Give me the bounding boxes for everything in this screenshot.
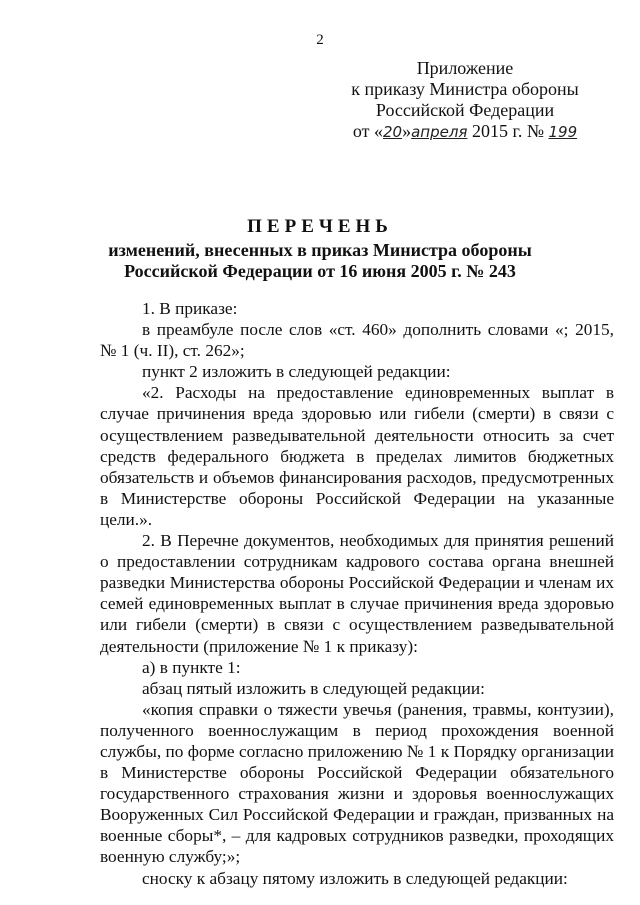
date-mid: » [402, 121, 412, 141]
paragraph: «копия справки о тяжести увечья (ранения, травмы, контузии), полученного военнослужащим в период прохождения военной службы, по форме согласно приложению № 1 к Порядку организации в Министерстве обороны Российской Федерации обязательного государственного страхования жизни и здоровья военнослужащих Вооруженных Сил Российской Федерации и граждан, призванных на военные сборы*, – для кадровых сотрудников разведки, проходящих военную службу;»; [100, 699, 614, 867]
paragraph: «2. Расходы на предоставление единовременных выплат в случае причинения вреда здоровью или гибели (смерти) в связи с осуществлением разведывательной деятельности относить за счет средств федерального бюджета в пределах лимитов бюджетных обязательств и объемов финансирования расходов, предусмотренных в Министерстве обороны Российской Федерации на указанные цели.». [100, 383, 614, 529]
date-year: 2015 г. № [471, 121, 544, 141]
handwritten-day: 20 [383, 123, 403, 141]
page-number: 2 [316, 32, 324, 48]
subtitle-line-2: Российской Федерации от 16 июня 2005 г. № 243 [124, 261, 516, 281]
document-subtitle [0, 240, 640, 282]
appendix-header [330, 58, 600, 143]
paragraph: пункт 2 изложить в следующей редакции: [142, 362, 451, 382]
handwritten-order-number: 199 [548, 123, 578, 141]
paragraph: а) в пункте 1: [142, 657, 241, 677]
date-prefix: от « [352, 121, 383, 141]
document-body [100, 298, 614, 889]
paragraph: 2. В Перечне документов, необходимых для принятия решений о предоставлении сотрудникам кадрового состава органа внешней разведки Министерства обороны Российской Федерации и членам их семей единовременных выплат в случае причинения вреда здоровью или гибели (смерти) в связи с осуществлением разведывательной деятельности (приложение № 1 к приказу): [100, 531, 614, 656]
appendix-date-line [330, 121, 600, 143]
paragraph: сноску к абзацу пятому изложить в следующей редакции: [142, 868, 568, 888]
subtitle-line-1: изменений, внесенных в приказ Министра обороны [108, 240, 532, 260]
appendix-line-1: Приложение [416, 58, 514, 78]
paragraph: абзац пятый изложить в следующей редакции: [142, 678, 485, 698]
handwritten-month: апреля [411, 123, 468, 141]
appendix-line-3: Российской Федерации [375, 100, 555, 120]
document-title: ПЕРЕЧЕНЬ [247, 216, 393, 237]
paragraph: 1. В приказе: [142, 299, 238, 318]
appendix-line-2: к приказу Министра обороны [351, 79, 579, 99]
paragraph: в преамбуле после слов «ст. 460» дополнить словами «; 2015, № 1 (ч. II), ст. 262»; [100, 320, 614, 361]
